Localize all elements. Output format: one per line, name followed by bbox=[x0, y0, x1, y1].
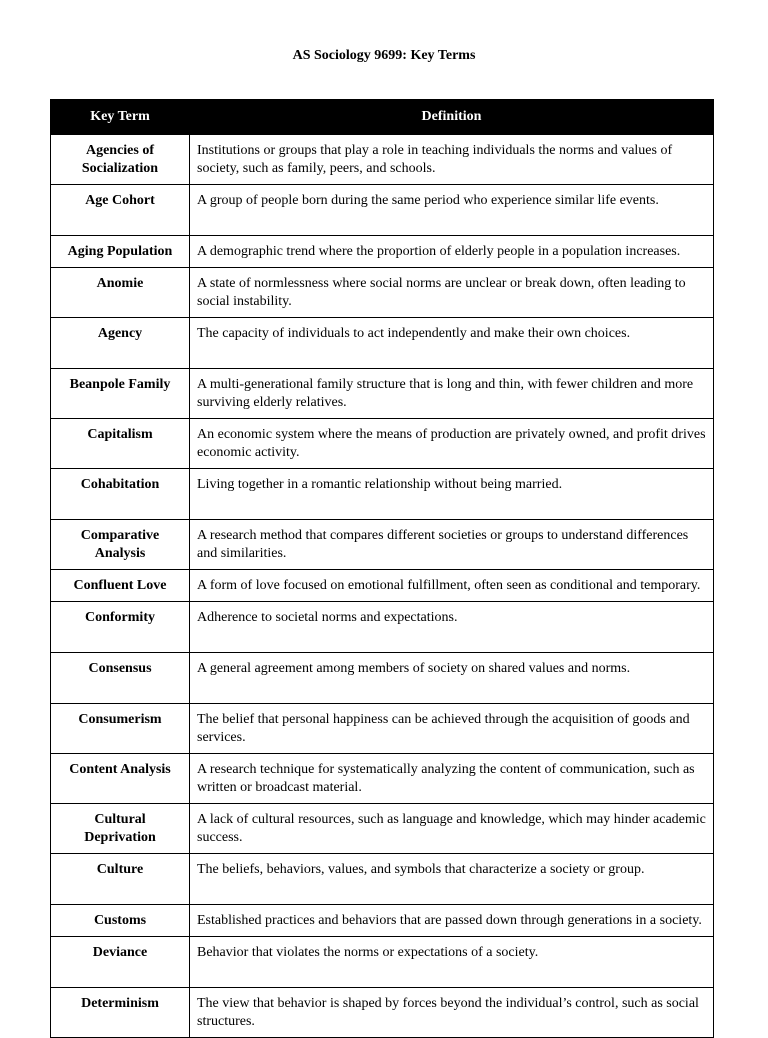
term-cell: Beanpole Family bbox=[51, 369, 190, 419]
table-row bbox=[51, 804, 714, 854]
term-cell: Deviance bbox=[51, 937, 190, 988]
table-row bbox=[51, 185, 714, 236]
definition-cell: A demographic trend where the proportion of elderly people in a population increases. bbox=[190, 236, 714, 268]
column-header-definition: Definition bbox=[190, 100, 714, 135]
definition-cell: A lack of cultural resources, such as language and knowledge, which may hinder academic success. bbox=[190, 804, 714, 854]
table-row bbox=[51, 318, 714, 369]
term-cell: Anomie bbox=[51, 268, 190, 318]
table-row bbox=[51, 988, 714, 1038]
definition-cell: A group of people born during the same period who experience similar life events. bbox=[190, 185, 714, 236]
term-cell: Age Cohort bbox=[51, 185, 190, 236]
definition-cell: The view that behavior is shaped by forces beyond the individual’s control, such as social structures. bbox=[190, 988, 714, 1038]
definition-cell: A research technique for systematically analyzing the content of communication, such as written or broadcast material. bbox=[190, 754, 714, 804]
term-cell: Culture bbox=[51, 854, 190, 905]
table-row bbox=[51, 602, 714, 653]
page-title: AS Sociology 9699: Key Terms bbox=[292, 48, 476, 63]
term-cell: Customs bbox=[51, 905, 190, 937]
table-row bbox=[51, 754, 714, 804]
term-cell: Cultural Deprivation bbox=[51, 804, 190, 854]
definition-cell: A state of normlessness where social norms are unclear or break down, often leading to social instability. bbox=[190, 268, 714, 318]
term-cell: Conformity bbox=[51, 602, 190, 653]
definition-cell: The capacity of individuals to act independently and make their own choices. bbox=[190, 318, 714, 369]
term-cell: Aging Population bbox=[51, 236, 190, 268]
table-row bbox=[51, 854, 714, 905]
term-cell: Cohabitation bbox=[51, 469, 190, 520]
table-body bbox=[51, 135, 714, 1038]
table-row bbox=[51, 937, 714, 988]
definition-cell: A multi-generational family structure that is long and thin, with fewer children and more surviving elderly relatives. bbox=[190, 369, 714, 419]
term-cell: Content Analysis bbox=[51, 754, 190, 804]
definition-cell: An economic system where the means of production are privately owned, and profit drives economic activity. bbox=[190, 419, 714, 469]
term-cell: Confluent Love bbox=[51, 570, 190, 602]
definition-cell: The beliefs, behaviors, values, and symbols that characterize a society or group. bbox=[190, 854, 714, 905]
table-row bbox=[51, 268, 714, 318]
table-row bbox=[51, 570, 714, 602]
definition-cell: Institutions or groups that play a role in teaching individuals the norms and values of society, such as family, peers, and schools. bbox=[190, 135, 714, 185]
term-cell: Determinism bbox=[51, 988, 190, 1038]
term-cell: Comparative Analysis bbox=[51, 520, 190, 570]
table-row bbox=[51, 653, 714, 704]
definition-cell: The belief that personal happiness can be achieved through the acquisition of goods and services. bbox=[190, 704, 714, 754]
table-row bbox=[51, 520, 714, 570]
definition-cell: Established practices and behaviors that are passed down through generations in a society. bbox=[190, 905, 714, 937]
table-row bbox=[51, 419, 714, 469]
table-row bbox=[51, 236, 714, 268]
column-header-key-term: Key Term bbox=[51, 100, 190, 135]
table-row bbox=[51, 369, 714, 419]
table-row bbox=[51, 135, 714, 185]
definition-cell: A general agreement among members of society on shared values and norms. bbox=[190, 653, 714, 704]
table-row bbox=[51, 704, 714, 754]
term-cell: Agency bbox=[51, 318, 190, 369]
term-cell: Agencies of Socialization bbox=[51, 135, 190, 185]
table-row bbox=[51, 469, 714, 520]
definition-cell: A research method that compares different societies or groups to understand differences and similarities. bbox=[190, 520, 714, 570]
definition-cell: Living together in a romantic relationship without being married. bbox=[190, 469, 714, 520]
definition-cell: A form of love focused on emotional fulfillment, often seen as conditional and temporary. bbox=[190, 570, 714, 602]
header-row bbox=[51, 100, 714, 135]
definition-cell: Adherence to societal norms and expectations. bbox=[190, 602, 714, 653]
table-header bbox=[51, 100, 714, 135]
table-row bbox=[51, 905, 714, 937]
term-cell: Capitalism bbox=[51, 419, 190, 469]
term-cell: Consumerism bbox=[51, 704, 190, 754]
definition-cell: Behavior that violates the norms or expectations of a society. bbox=[190, 937, 714, 988]
key-terms-table bbox=[50, 99, 714, 1038]
term-cell: Consensus bbox=[51, 653, 190, 704]
